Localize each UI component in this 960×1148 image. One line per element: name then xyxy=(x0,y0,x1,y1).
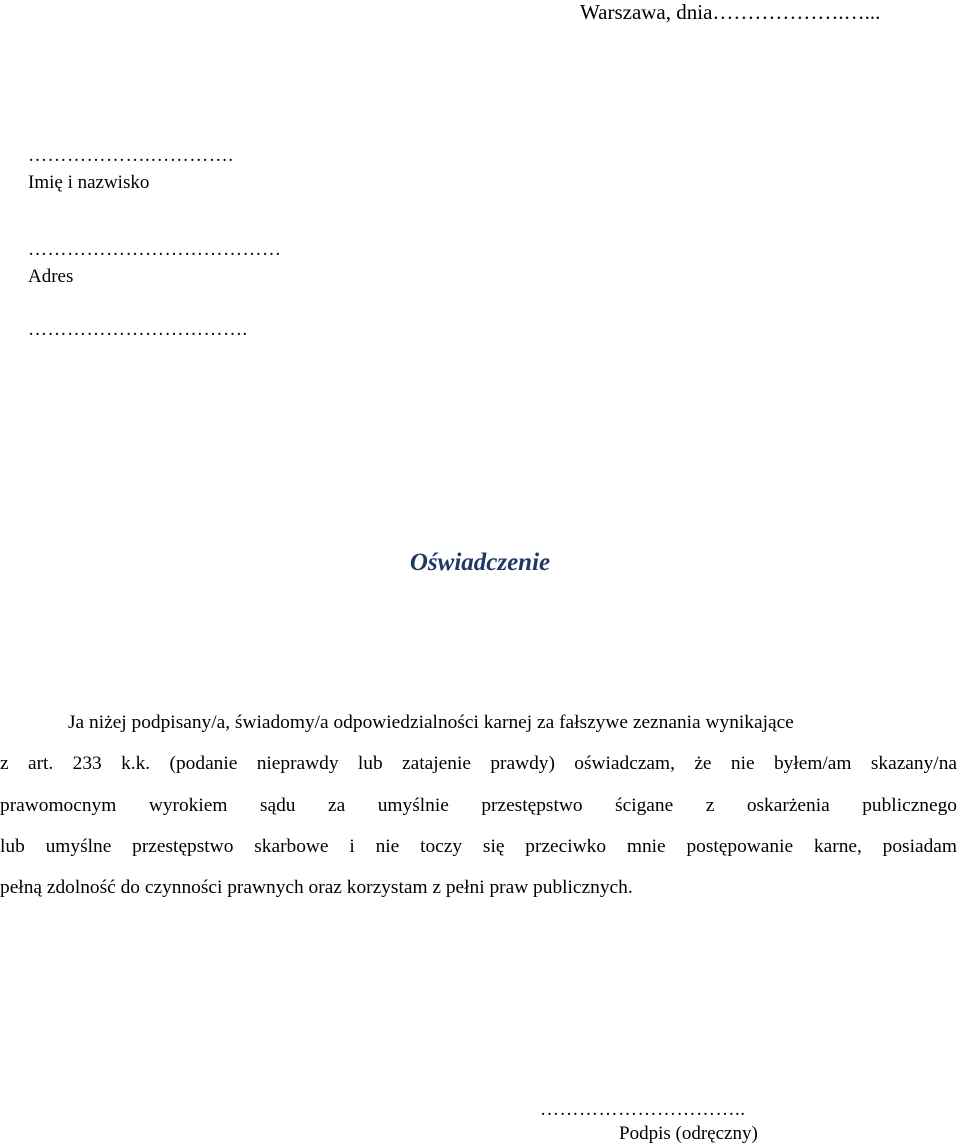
document-title: Oświadczenie xyxy=(409,549,551,576)
statement-line-2: z art. 233 k.k. (podanie nieprawdy lub zatajenie prawdy) oświadczam, że nie byłem/am skazany/na xyxy=(0,753,957,774)
place-date: Warszawa, dnia……………….…... xyxy=(580,0,881,24)
address-dotted-line: ………………………………… xyxy=(28,239,282,260)
address-dotted-line-2: ……………………………. xyxy=(28,319,248,340)
name-label: Imię i nazwisko xyxy=(28,172,150,193)
signature-dotted-line: ………………………….. xyxy=(540,1099,746,1120)
signature-label: Podpis (odręczny) xyxy=(619,1123,758,1144)
statement-line-5: pełną zdolność do czynności prawnych oraz korzystam z pełni praw publicznych. xyxy=(0,877,633,898)
statement-line-4: lub umyślne przestępstwo skarbowe i nie toczy się przeciwko mnie postępowanie karne, posiadam xyxy=(0,836,957,857)
name-dotted-line: ……………….…………. xyxy=(28,145,234,166)
statement-line-3: prawomocnym wyrokiem sądu za umyślnie przestępstwo ścigane z oskarżenia publicznego xyxy=(0,795,957,816)
statement-line-1: Ja niżej podpisany/a, świadomy/a odpowiedzialności karnej za fałszywe zeznania wynikające xyxy=(68,712,794,733)
address-label: Adres xyxy=(28,266,74,287)
